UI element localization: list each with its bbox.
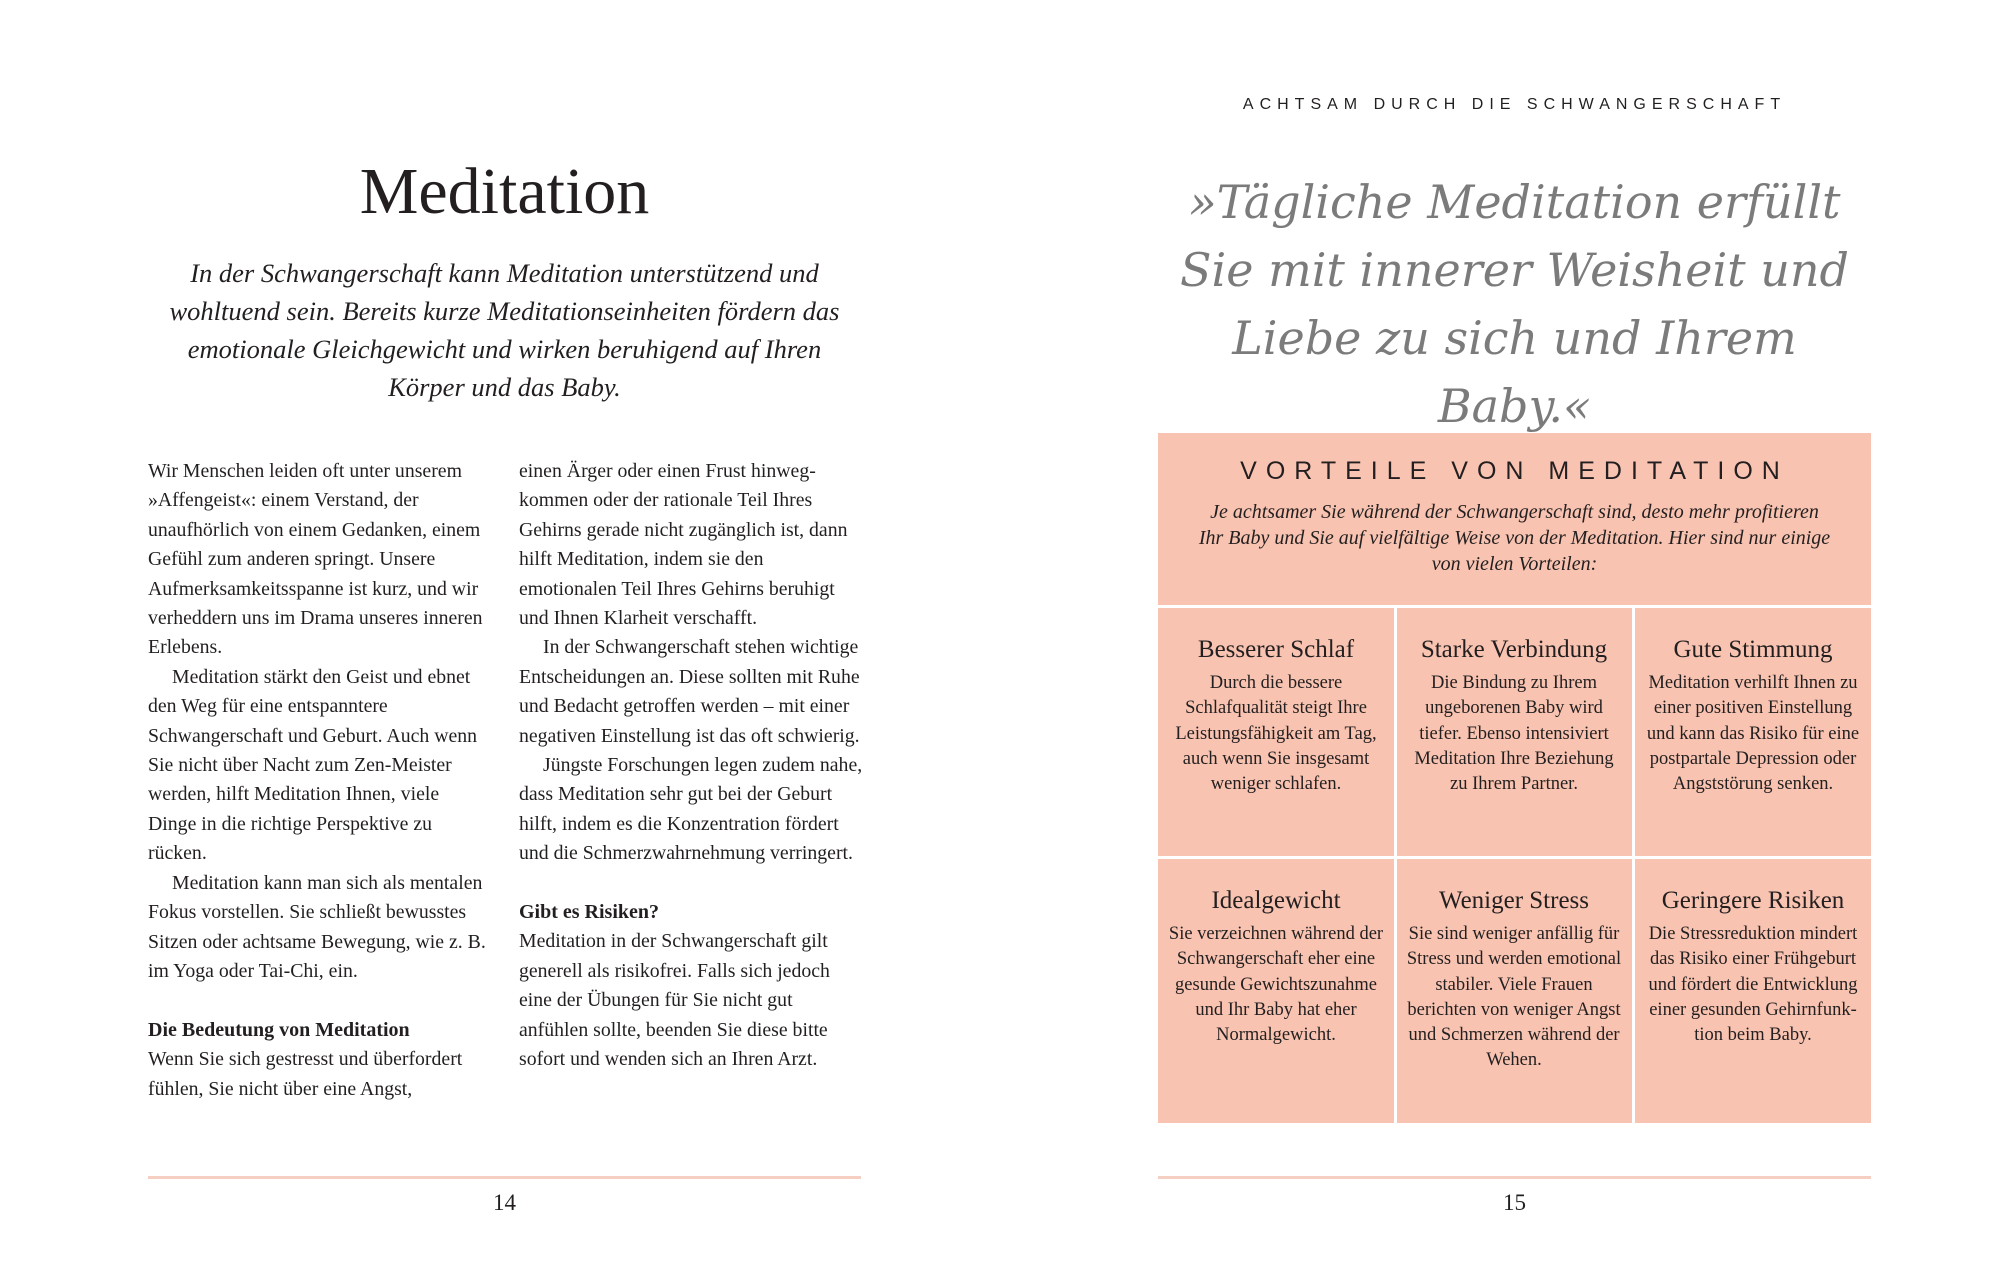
right-page <box>1003 0 2006 1280</box>
benefits-intro: Je achtsamer Sie während der Schwangerschaft sind, desto mehr profitieren Ihr Baby und Sie auf vielfältige Weise von der Meditation. Hier sind nur einige von vielen Vorteilen: <box>1198 501 1831 575</box>
body-paragraph: Meditation kann man sich als mentalen Fokus vorstellen. Sie schließt bewusstes Sitzen oder achtsame Bewegung, wie z. B. im Yoga oder Tai-Chi, ein. <box>148 871 486 982</box>
benefit-title: Geringere Risiken <box>1661 887 1845 914</box>
body-paragraph: Wenn Sie sich gestresst und überfordert fühlen, Sie nicht über eine Angst, <box>148 1048 463 1100</box>
page-number: 15 <box>1503 1190 1526 1215</box>
body-paragraph: Jüngste Forschungen legen zudem nahe, dass Meditation sehr gut bei der Geburt hilft, indem es die Konzentration fördert und die Schmerzwahrnehmung verringert. <box>519 754 863 865</box>
running-head: ACHTSAM DURCH DIE SCHWANGERSCHAFT <box>1242 96 1787 113</box>
benefits-box <box>1158 433 1871 1123</box>
body-paragraph: Meditation in der Schwangerschaft gilt generell als risikofrei. Falls sich jedoch eine der Übungen für Sie nicht gut anfühlen sollte, beenden Sie diese bitte sofort und wenden sich an Ihren Arzt. <box>519 930 830 1071</box>
benefit-title: Weniger Stress <box>1438 887 1590 914</box>
benefit-cell <box>1635 633 1871 797</box>
benefit-text: Die Bindung zu Ihrem ungeborenen Baby wird tiefer. Ebenso intensiviert Meditation Ihre Beziehung zu Ihrem Partner. <box>1414 673 1614 795</box>
benefit-text: Sie sind weniger anfällig für Stress und werden emotional stabiler. Viele Frauen berichten von weniger Angst und Schmerzen während der Wehen. <box>1406 924 1622 1071</box>
benefit-cell <box>1158 884 1394 1048</box>
benefit-title: Besserer Schlaf <box>1197 636 1355 663</box>
body-paragraph: In der Schwangerschaft stehen wichtige Entscheidungen an. Diese sollten mit Ruhe und Bedacht getroffen werden – mit einer negativen Einstellung ist das oft schwierig. <box>519 636 860 747</box>
page-title: Meditation <box>359 155 650 228</box>
benefit-text: Sie verzeichnen während der Schwangerschaft eher eine gesunde Gewichtszunahme und Ihr Baby hat eher Normalgewicht. <box>1168 924 1384 1046</box>
section-heading: Die Bedeutung von Meditation <box>148 1018 410 1041</box>
section-heading: Gibt es Risiken? <box>519 901 660 924</box>
benefits-header <box>1158 433 1871 605</box>
grid-divider <box>1158 605 1871 608</box>
benefit-title: Starke Verbindung <box>1420 636 1608 663</box>
body-paragraph: einen Ärger oder einen Frust hinwegkommen oder der rationale Teil Ihres Gehirns gerade nicht zugänglich ist, dann hilft Meditation, indem sie den emotionalen Teil Ihres Gehirns beruhigt und Ihnen Klarheit verschafft. <box>519 460 848 630</box>
benefits-title: VORTEILE VON MEDITATION <box>1240 457 1789 485</box>
benefit-cell <box>1158 633 1394 797</box>
benefit-text: Die Stressreduktion mindert das Risiko einer Frühgeburt und fördert die Entwicklung einer gesunden Gehirnfunktion beim Baby. <box>1648 924 1858 1046</box>
grid-divider <box>1158 856 1871 859</box>
text-column-1 <box>148 457 488 1104</box>
text-column-2 <box>519 457 864 1075</box>
body-paragraph: Wir Menschen leiden oft unter unserem »Affengeist«: einem Verstand, der unaufhörlich von einem Gedanken, einem Gefühl zum anderen springt. Unsere Aufmerksamkeitsspanne ist kurz, und wir verheddern uns im Drama unseres inneren Erlebens. <box>148 460 483 659</box>
benefit-cell <box>1635 884 1871 1048</box>
benefit-title: Gute Stimmung <box>1673 636 1833 663</box>
intro-paragraph: In der Schwangerschaft kann Meditation unterstützend und wohltuend sein. Bereits kurze Meditationseinheiten fördern das emotionale Gleichgewicht und wirken beruhigend auf Ihren Körper und das Baby. <box>169 258 840 402</box>
page-number: 14 <box>493 1190 516 1215</box>
body-paragraph: Meditation stärkt den Geist und ebnet den Weg für eine entspanntere Schwangerschaft und Geburt. Auch wenn Sie nicht über Nacht zum Zen-Meister werden, hilft Meditation Ihnen, viele Dinge in die richtige Perspektive zu rücken. <box>148 665 478 865</box>
benefit-text: Meditation verhilft Ihnen zu einer positiven Einstellung und kann das Risiko für eine postpartale Depression oder Angststörung senken. <box>1646 673 1860 795</box>
footer-rule <box>148 1176 861 1179</box>
footer-rule <box>1158 1176 1871 1179</box>
benefit-title: Idealgewicht <box>1211 887 1341 914</box>
benefit-text: Durch die bessere Schlafqualität steigt Ihre Leistungsfähigkeit am Tag, auch wenn Sie insgesamt weniger schlafen. <box>1175 673 1377 795</box>
benefit-cell <box>1396 633 1632 797</box>
handwritten-quote: »Tägliche Meditation erfüllt Sie mit innerer Weisheit und Liebe zu sich und Ihrem Baby.« <box>1180 175 1849 433</box>
benefit-cell <box>1396 884 1632 1074</box>
